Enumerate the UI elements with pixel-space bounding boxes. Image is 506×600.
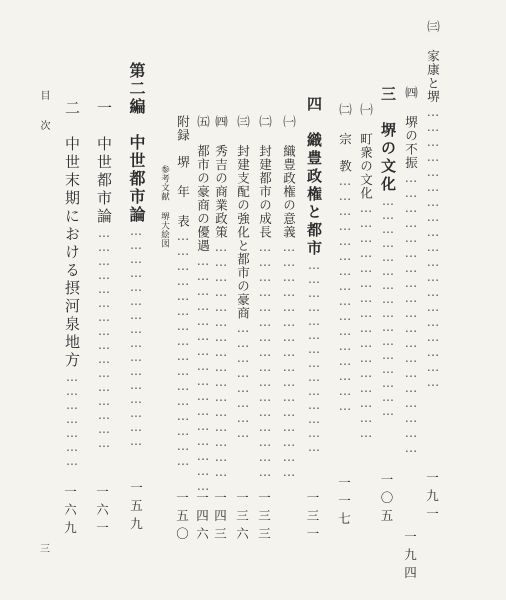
entry-label: 参考文献 xyxy=(159,165,170,201)
toc-entry-kyoka xyxy=(236,115,249,485)
entry-page: 一三六 xyxy=(236,490,250,541)
leader-dots: ………………………………………… xyxy=(129,224,143,448)
entry-page: 一九四 xyxy=(404,529,418,580)
header-word: 目 xyxy=(38,90,49,101)
entry-label: 四 織豊政権と都市 xyxy=(305,96,323,258)
toc-section-1 xyxy=(96,100,111,480)
toc-entry-yugu xyxy=(195,115,211,493)
leader-dots: ………………… xyxy=(65,370,79,468)
leader-dots: ………………………………………… xyxy=(97,226,111,450)
entry-label: 一 中世都市論 xyxy=(95,100,113,226)
entry-label: 第二編 中世都市論 xyxy=(127,62,146,224)
entry-page: 一〇五 xyxy=(380,472,395,523)
leader-dots: ………………………………………………… xyxy=(403,169,419,455)
entry-label: ㈣ 堺の不振 xyxy=(403,86,419,170)
toc-entry-nenpyo xyxy=(176,115,189,485)
entry-page: 一五〇 xyxy=(176,490,190,541)
leader-dots: ………………………………………… xyxy=(257,239,273,479)
toc-entry-ieyasu xyxy=(426,20,439,490)
entry-label: ㈣ 秀吉の商業政策 xyxy=(213,115,229,239)
leader-dots: ………………………………………………… xyxy=(425,103,441,389)
toc-entry-seicho xyxy=(258,115,271,485)
toc-entry-igi xyxy=(282,115,295,495)
entry-label: 三 堺の文化 xyxy=(379,86,397,194)
entry-page: 一六一 xyxy=(96,484,110,535)
toc-entry-sanko xyxy=(160,165,169,201)
entry-label: ㈡ 宗 教 xyxy=(337,103,353,173)
toc-section-2 xyxy=(64,100,79,480)
toc-entry-fushin xyxy=(404,86,417,526)
leader-dots: ………………………………………… xyxy=(381,194,395,418)
toc-entry-machishu xyxy=(359,103,372,500)
leader-dots: ………………………………………… xyxy=(213,239,229,479)
toc-section-4 xyxy=(306,96,321,500)
entry-page: 一五九 xyxy=(130,480,144,531)
header-word: 次 xyxy=(38,120,49,131)
entry-label: ㈤ 都市の豪商の優遇 xyxy=(195,115,211,253)
entry-label: ㈠ 町衆の文化 xyxy=(358,103,374,200)
entry-page: 一三三 xyxy=(258,490,272,541)
header-ji xyxy=(38,120,48,131)
toc-section-3 xyxy=(380,86,395,500)
entry-label: ㈠ 織豊政権の意義 xyxy=(281,115,297,239)
entry-label: 附録 堺 年 表 xyxy=(175,115,191,228)
entry-page: 一九一 xyxy=(426,470,440,521)
leader-dots: ………………………………………… xyxy=(195,252,211,493)
leader-dots: ………………………………………… xyxy=(281,239,297,479)
entry-extra: 堺大絵図 xyxy=(159,212,170,248)
toc-entry-ezu xyxy=(160,212,169,248)
leader-dots: …………………… xyxy=(235,320,251,440)
header-mokuji xyxy=(38,90,48,101)
toc-entry-shukyo xyxy=(338,103,351,470)
entry-label: ㈢ 封建支配の強化と都市の豪商 xyxy=(235,115,251,320)
entry-page: 一三一 xyxy=(306,490,321,541)
toc-part-2 xyxy=(128,62,144,462)
entry-label: ㈢ 家康と堺 xyxy=(425,20,441,104)
entry-page: 一四三 xyxy=(214,490,228,541)
leader-dots: ………………………………………… xyxy=(175,228,191,468)
entry-label: 二 中世末期における摂河泉地方 xyxy=(63,100,81,370)
page-number: 三 xyxy=(40,544,50,555)
leader-dots: ………………………………………… xyxy=(337,173,353,413)
entry-page: 一六九 xyxy=(64,484,78,535)
toc-entry-shogyo xyxy=(214,115,227,485)
leader-dots: …………………………………… xyxy=(307,258,321,454)
entry-page: 一一七 xyxy=(338,475,352,526)
leader-dots: ………………………………………… xyxy=(358,200,374,440)
entry-page: 一四六 xyxy=(196,490,210,541)
entry-label: ㈡ 封建都市の成長 xyxy=(257,115,273,239)
